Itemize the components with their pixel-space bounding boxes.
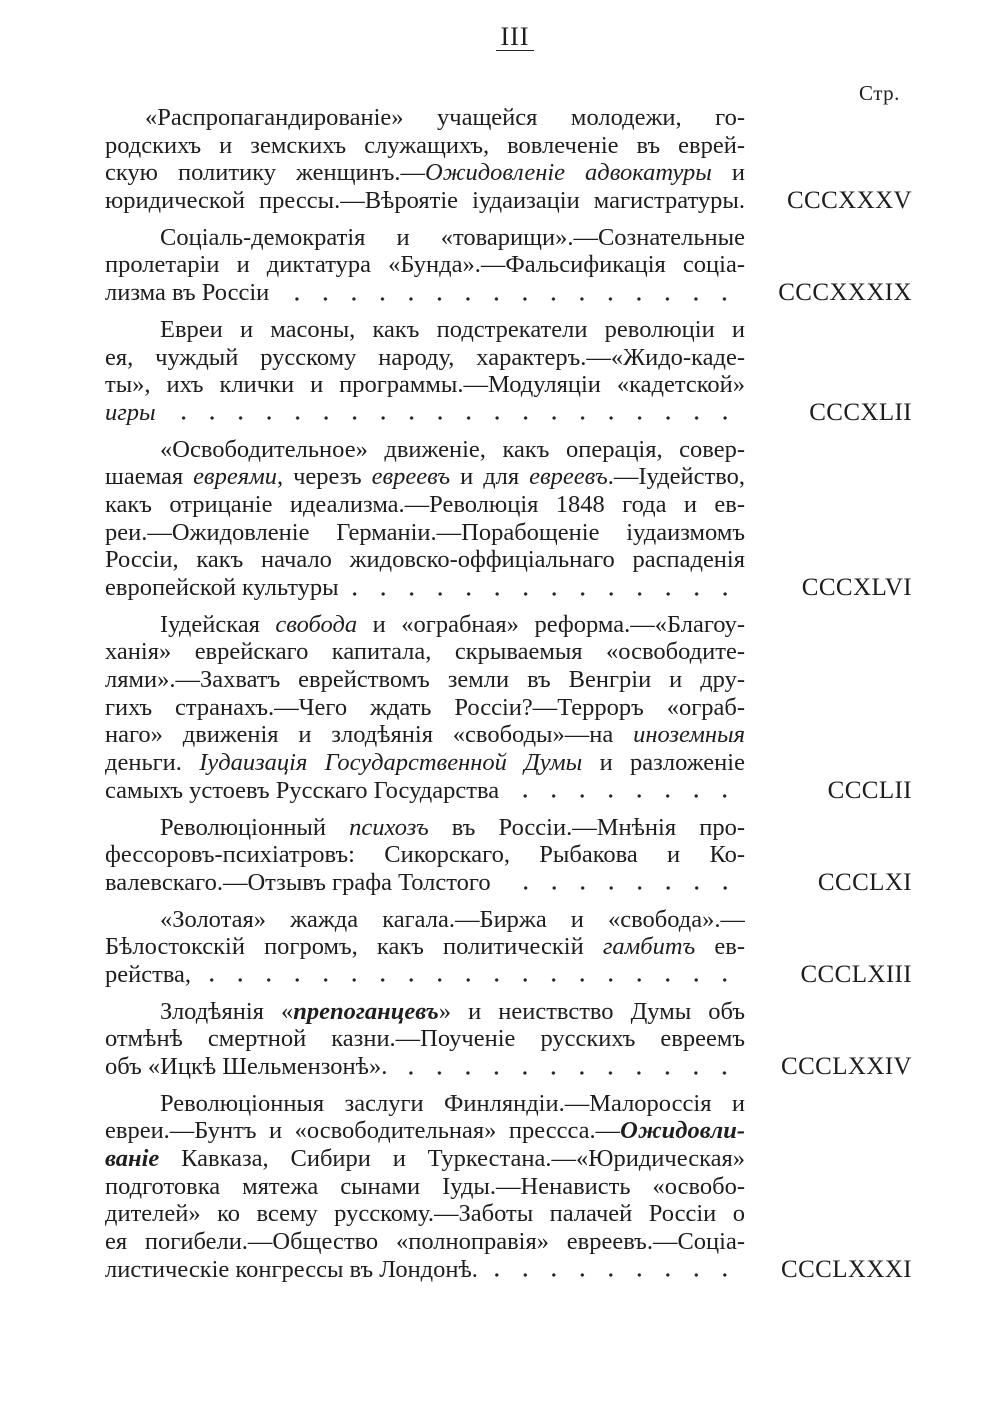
toc-line: [105, 1228, 745, 1256]
page-reference: CCCLXI: [817, 868, 912, 896]
line-text-italic: евреевъ: [371, 463, 451, 491]
toc-line: [105, 721, 745, 749]
line-text-italic: ваніе: [105, 1145, 160, 1173]
line-text: и разложеніе: [582, 749, 745, 777]
line-text: валевскаго.—Отзывъ графа Толстого: [105, 868, 491, 896]
line-text: Соціаль-демократія и «товарищи».—Сознательные: [160, 223, 745, 251]
toc-line: [105, 491, 745, 519]
table-of-contents: [105, 104, 912, 1293]
page-reference: CCCLXXIV: [781, 1053, 912, 1080]
line-text: отмѣнѣ смертной казни.—Поученіе русскихъ евреемъ: [105, 1025, 745, 1053]
page-reference: CCCLXXXI: [781, 1255, 912, 1283]
line-text: объ «Ицкѣ Шельмензонѣ».: [105, 1053, 388, 1080]
toc-line: [105, 869, 745, 897]
line-text-italic: иноземныя: [633, 721, 745, 749]
toc-line: [105, 251, 745, 279]
toc-entry: [105, 1090, 912, 1284]
line-text-italic: евреями: [193, 463, 277, 491]
line-text-italic: игры: [105, 398, 156, 426]
line-text: и «ограбная» реформа.—«Благоу-: [357, 610, 745, 638]
entry-text: [105, 436, 745, 602]
toc-line: [105, 906, 745, 934]
toc-line: [105, 961, 745, 989]
entry-text: [105, 906, 745, 989]
page-reference: CCCXLII: [809, 398, 912, 426]
dot-leader: [347, 574, 743, 602]
toc-line: [105, 1090, 745, 1118]
dot-leader: [199, 961, 743, 989]
line-text: Злодѣянія «: [160, 997, 294, 1025]
line-text: европейской культуры: [105, 574, 339, 601]
line-text: ханія» еврейскаго капитала, скрываемыя «освободите-: [105, 638, 745, 666]
line-text: евреи.—Бунтъ и «освободительная» прессса.—: [105, 1117, 621, 1145]
toc-line: [105, 1053, 745, 1081]
entry-text: [105, 316, 745, 427]
page-reference: CCCXXXV: [786, 187, 912, 215]
entry-text: [105, 1090, 745, 1284]
line-text: ея, чуждый русскому народу, характеръ.—«Жидо-каде-: [105, 343, 745, 371]
line-text: «Золотая» жажда кагала.—Биржа и «свобода».—: [160, 905, 745, 933]
line-text: листическіе конгрессы въ Лондонѣ.: [105, 1255, 478, 1283]
toc-line: [105, 546, 745, 574]
dot-leader: [164, 399, 743, 427]
toc-line: [105, 611, 745, 639]
line-text: какъ отрицаніе идеализма.—Революція 1848 года и ев-: [105, 490, 745, 518]
toc-entry: [105, 906, 912, 989]
toc-line: [105, 104, 745, 132]
toc-line: [105, 933, 745, 961]
line-text-italic: гамбитъ: [602, 933, 696, 961]
line-text: наго» движенія и злодѣянія «свободы»—на: [105, 721, 634, 749]
line-text: Революціонныя заслуги Финляндіи.—Малороссія и: [160, 1089, 745, 1117]
toc-line: [105, 344, 745, 372]
line-text: Революціонный: [160, 813, 350, 841]
toc-line: [105, 841, 745, 869]
toc-line: [105, 399, 745, 427]
toc-line: [105, 1117, 745, 1145]
toc-line: [105, 749, 745, 777]
dot-leader: [486, 1256, 743, 1284]
line-text: ты», ихъ клички и программы.—Модуляціи «кадетской»: [105, 371, 745, 399]
toc-line: [105, 463, 745, 491]
line-text-italic: психозъ: [349, 813, 429, 841]
line-text: подготовка мятежа сынами Іуды.—Ненависть «освобо-: [105, 1172, 745, 1200]
line-text-italic: препоганцевъ: [293, 997, 439, 1025]
line-text: родскихъ и земскихъ служащихъ, вовлеченіе въ еврей-: [105, 131, 745, 159]
toc-line: [105, 371, 745, 399]
line-text: рейства,: [105, 960, 192, 988]
line-text: скую политику женщинъ.—: [105, 159, 426, 187]
toc-entry: [105, 436, 912, 602]
line-text: дителей» ко всему русскому.—Заботы палачей Россіи о: [105, 1200, 745, 1228]
line-text-italic: Ожидовли-: [620, 1117, 745, 1145]
toc-line: [105, 159, 745, 187]
toc-line: [105, 1025, 745, 1053]
toc-line: [105, 187, 745, 215]
line-text: ев-: [695, 933, 745, 961]
entry-text: [105, 998, 745, 1081]
toc-line: [105, 519, 745, 547]
toc-entry: [105, 224, 912, 307]
dot-leader: [395, 1053, 743, 1081]
line-text: , черезъ: [276, 463, 372, 491]
page-reference: CCCXLVI: [801, 574, 912, 601]
line-text: лизма въ Россіи: [105, 279, 270, 307]
toc-line: [105, 998, 745, 1026]
toc-line: [105, 694, 745, 722]
line-text-italic: Іудаизація Государственной Думы: [199, 749, 583, 777]
toc-line: [105, 666, 745, 694]
toc-line: [105, 132, 745, 160]
entry-text: [105, 611, 745, 805]
toc-line: [105, 777, 745, 805]
page-reference: CCCXXXIX: [778, 279, 912, 307]
entry-text: [105, 224, 745, 307]
toc-line: [105, 638, 745, 666]
line-text: шаемая: [105, 463, 194, 491]
line-text: .—Іудейство,: [607, 463, 745, 491]
line-text-italic: евреевъ: [529, 463, 608, 491]
line-text: юридической прессы.—Вѣроятіе іудаизаціи магистратуры.: [105, 187, 745, 215]
entry-text: [105, 104, 745, 215]
toc-entry: [105, 998, 912, 1081]
line-text: ея погибели.—Общество «полноправія» евреевъ.—Соціа-: [105, 1228, 745, 1256]
toc-line: [105, 436, 745, 464]
toc-line: [105, 1173, 745, 1201]
line-text: Россіи, какъ начало жидовско-оффиціальнаго распаденія: [105, 546, 745, 574]
toc-line: [105, 574, 745, 602]
dot-leader: [277, 279, 743, 307]
line-text: «Распропагандированіе» учащейся молодежи, го-: [145, 104, 745, 131]
toc-line: [105, 814, 745, 842]
line-text: Бѣлостокскій погромъ, какъ политическій: [105, 933, 603, 961]
line-text: гихъ странахъ.—Чего ждать Россіи?—Терроръ «ограб-: [105, 693, 745, 721]
page-reference: CCCLII: [827, 776, 912, 804]
line-text: самыхъ устоевъ Русскаго Государства: [105, 776, 500, 804]
dot-leader: [499, 869, 743, 897]
line-text: и: [711, 159, 745, 187]
line-text: реи.—Ожидовленіе Германіи.—Порабощеніе іудаизмомъ: [105, 518, 745, 546]
page-number-header: III: [496, 25, 534, 51]
line-text-italic: Ожидовленіе адвокатуры: [425, 159, 712, 187]
line-text: и для: [450, 463, 530, 491]
toc-entry: [105, 104, 912, 215]
dot-leader: [507, 777, 743, 805]
line-text: лями».—Захватъ еврействомъ земли въ Венгріи и дру-: [105, 666, 745, 694]
toc-line: [105, 316, 745, 344]
line-text: Іудейская: [160, 610, 276, 638]
line-text: «Освободительное» движеніе, какъ операція, совер-: [160, 435, 745, 463]
line-text: Евреи и масоны, какъ подстрекатели революціи и: [160, 315, 745, 343]
line-text-italic: свобода: [275, 610, 358, 638]
toc-line: [105, 224, 745, 252]
entry-text: [105, 814, 745, 897]
toc-entry: [105, 316, 912, 427]
toc-entry: [105, 611, 912, 805]
line-text: » и неиствство Думы объ: [438, 997, 745, 1025]
line-text: пролетаріи и диктатура «Бунда».—Фальсификація соціа-: [105, 251, 745, 279]
line-text: въ Россіи.—Мнѣнія про-: [428, 813, 745, 841]
line-text: Кавказа, Сибири и Туркестана.—«Юридическая»: [159, 1145, 745, 1173]
page-column-label: Стр.: [859, 81, 900, 105]
toc-line: [105, 279, 745, 307]
toc-entry: [105, 814, 912, 897]
toc-line: [105, 1200, 745, 1228]
toc-line: [105, 1145, 745, 1173]
line-text: деньги.: [105, 749, 200, 777]
toc-line: [105, 1256, 745, 1284]
page-reference: CCCLXIII: [800, 960, 912, 988]
line-text: фессоровъ-психіатровъ: Сикорскаго, Рыбакова и Ко-: [105, 841, 745, 869]
